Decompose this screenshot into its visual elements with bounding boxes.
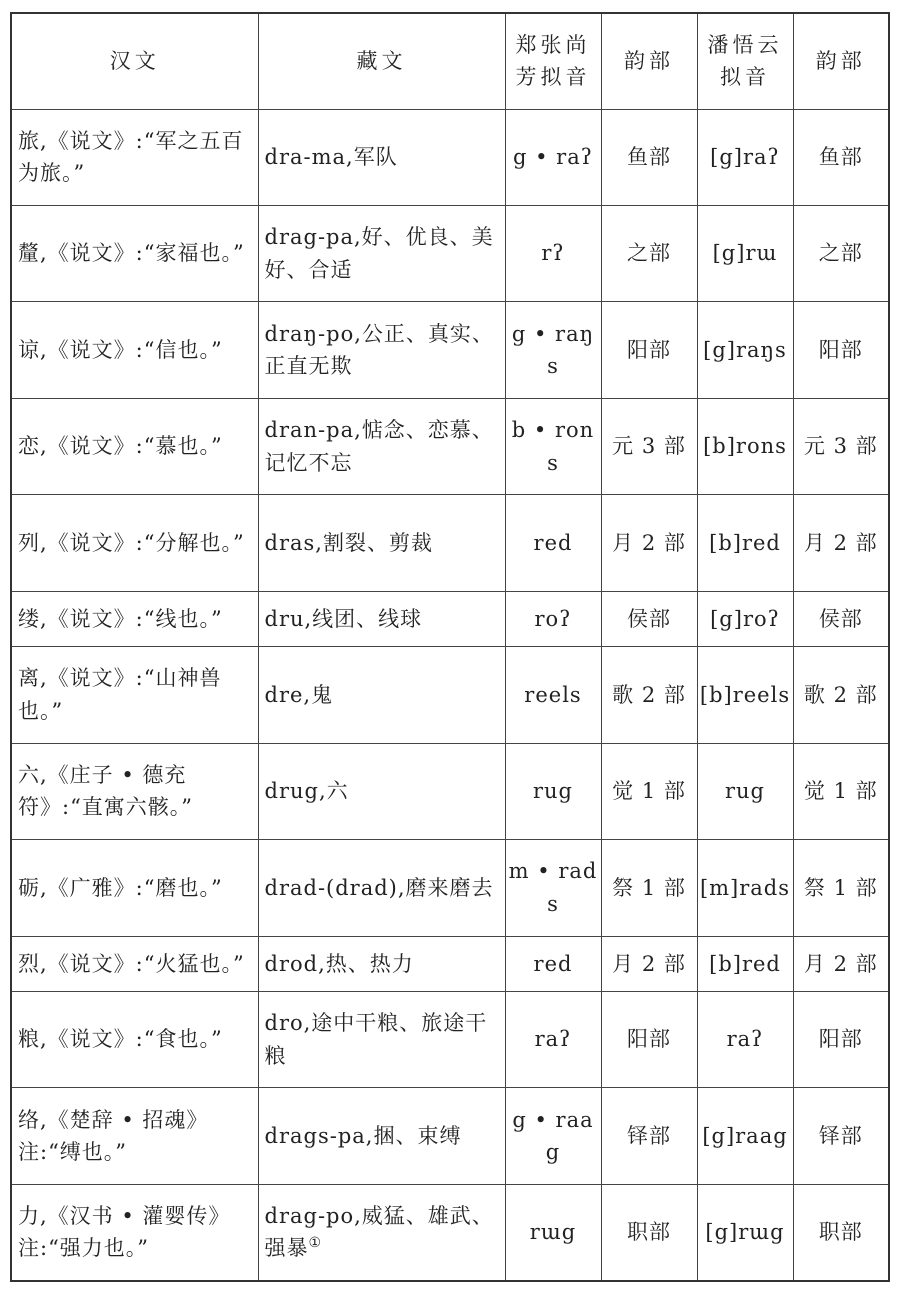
header-zheng-reconstruction: 郑张尚芳拟音 — [505, 13, 601, 109]
cell-zheng-reconstruction — [505, 398, 601, 494]
cell-rhyme-group-1 — [601, 398, 697, 494]
cell-rhyme-group-1-text: 觉 1 部 — [612, 779, 686, 804]
cell-han — [11, 936, 258, 991]
cell-zheng-reconstruction-text: m • rads — [508, 859, 598, 916]
cell-zang-text: dro,途中干粮、旅途干粮 — [264, 1011, 488, 1068]
cell-rhyme-group-1-text: 歌 2 部 — [612, 682, 686, 707]
cell-rhyme-group-1-text: 元 3 部 — [612, 434, 686, 459]
cell-rhyme-group-1-text: 铎部 — [627, 1123, 671, 1148]
cell-rhyme-group-1-text: 之部 — [627, 241, 671, 266]
cell-pan-reconstruction — [697, 1184, 793, 1281]
cell-zang-text: drod,热、热力 — [264, 951, 414, 976]
cell-rhyme-group-1 — [601, 205, 697, 301]
cell-pan-reconstruction-text: [b]rons — [703, 434, 787, 459]
cell-rhyme-group-1 — [601, 1184, 697, 1281]
cell-zheng-reconstruction — [505, 302, 601, 398]
cell-han-text: 缕,《说文》:“线也。” — [18, 606, 223, 631]
cell-rhyme-group-1-text: 祭 1 部 — [612, 875, 686, 900]
cell-zang — [258, 647, 505, 743]
cell-rhyme-group-2-text: 铎部 — [818, 1123, 863, 1148]
cell-zang — [258, 109, 505, 205]
table-header-row — [11, 13, 889, 109]
header-rhyme-group-1: 韵部 — [601, 13, 697, 109]
cell-rhyme-group-2 — [793, 109, 889, 205]
cell-zheng-reconstruction-text: g • raŋs — [511, 321, 595, 379]
cell-pan-reconstruction-text: [b]red — [709, 530, 781, 555]
cell-zheng-reconstruction — [505, 936, 601, 991]
cell-rhyme-group-1-text: 阳部 — [627, 337, 671, 362]
cell-rhyme-group-2 — [793, 591, 889, 646]
cell-pan-reconstruction-text: [g]roʔ — [710, 606, 780, 631]
table-row — [11, 205, 889, 301]
cell-zang-text: dre,鬼 — [264, 682, 334, 707]
cell-rhyme-group-2-text: 月 2 部 — [803, 951, 878, 976]
cell-pan-reconstruction-text: [m]rads — [699, 875, 791, 900]
cell-han — [11, 109, 258, 205]
cell-han — [11, 495, 258, 591]
cell-zheng-reconstruction — [505, 1184, 601, 1281]
cell-rhyme-group-2-text: 元 3 部 — [803, 434, 878, 459]
cell-han-text: 恋,《说文》:“慕也。” — [18, 434, 223, 459]
table-row — [11, 495, 889, 591]
cell-rhyme-group-2 — [793, 647, 889, 743]
cell-zang-text: drag-po,威猛、雄武、强暴 — [264, 1203, 494, 1261]
cell-rhyme-group-1 — [601, 991, 697, 1087]
cell-rhyme-group-1 — [601, 647, 697, 743]
cell-pan-reconstruction-text: raʔ — [726, 1027, 764, 1052]
cell-zang-text: drag-pa,好、优良、美好、合适 — [264, 225, 494, 282]
cell-pan-reconstruction — [697, 591, 793, 646]
cell-han — [11, 743, 258, 839]
cell-zheng-reconstruction-text: g • raʔ — [513, 144, 593, 169]
cell-rhyme-group-2-text: 侯部 — [818, 606, 863, 631]
cell-rhyme-group-1 — [601, 591, 697, 646]
cell-zang — [258, 495, 505, 591]
cell-rhyme-group-1-text: 月 2 部 — [612, 951, 686, 976]
cell-zang-text: dru,线团、线球 — [264, 606, 423, 631]
cell-rhyme-group-2-text: 月 2 部 — [803, 530, 878, 555]
footnote-marker: ① — [308, 1235, 323, 1252]
cell-rhyme-group-2-text: 阳部 — [818, 337, 863, 362]
cell-han-text: 粮,《说文》:“食也。” — [18, 1027, 223, 1052]
cell-zheng-reconstruction — [505, 743, 601, 839]
cell-zheng-reconstruction-text: red — [533, 951, 573, 976]
table-row — [11, 991, 889, 1087]
cell-zheng-reconstruction-text: reels — [524, 682, 582, 707]
han-tibetan-comparison-table — [10, 12, 890, 1282]
cell-rhyme-group-2 — [793, 302, 889, 398]
cell-zang — [258, 1088, 505, 1184]
cell-han-text: 烈,《说文》:“火猛也。” — [18, 951, 245, 976]
cell-pan-reconstruction-text: [g]rɯg — [705, 1220, 785, 1245]
cell-zang — [258, 840, 505, 936]
cell-pan-reconstruction — [697, 743, 793, 839]
comparison-table-container — [10, 12, 888, 1282]
cell-pan-reconstruction-text: [b]red — [709, 951, 781, 976]
table-row — [11, 398, 889, 494]
cell-rhyme-group-2 — [793, 936, 889, 991]
cell-rhyme-group-2 — [793, 205, 889, 301]
cell-zheng-reconstruction — [505, 109, 601, 205]
cell-pan-reconstruction — [697, 495, 793, 591]
cell-zheng-reconstruction — [505, 647, 601, 743]
cell-zang — [258, 398, 505, 494]
cell-han — [11, 1184, 258, 1281]
cell-pan-reconstruction-text: [g]raag — [702, 1123, 788, 1148]
table-row — [11, 936, 889, 991]
cell-rhyme-group-1 — [601, 1088, 697, 1184]
table-row — [11, 743, 889, 839]
table-row — [11, 302, 889, 398]
cell-pan-reconstruction — [697, 647, 793, 743]
cell-pan-reconstruction — [697, 109, 793, 205]
cell-zang — [258, 1184, 505, 1281]
cell-pan-reconstruction-text: rug — [724, 779, 765, 804]
table-row — [11, 591, 889, 646]
cell-rhyme-group-2-text: 职部 — [818, 1220, 863, 1245]
cell-zheng-reconstruction — [505, 1088, 601, 1184]
cell-han-text: 砺,《广雅》:“磨也。” — [18, 875, 223, 900]
cell-rhyme-group-2-text: 祭 1 部 — [803, 875, 878, 900]
cell-zang-text: drags-pa,捆、束缚 — [264, 1123, 462, 1148]
header-pan-reconstruction: 潘悟云拟音 — [697, 13, 793, 109]
cell-zheng-reconstruction — [505, 840, 601, 936]
cell-rhyme-group-1 — [601, 495, 697, 591]
cell-rhyme-group-2-text: 鱼部 — [818, 144, 863, 169]
table-row — [11, 647, 889, 743]
cell-pan-reconstruction-text: [g]rɯ — [712, 241, 778, 266]
table-body — [11, 109, 889, 1281]
cell-pan-reconstruction-text: [g]raʔ — [710, 144, 780, 169]
cell-han-text: 釐,《说文》:“家福也。” — [18, 241, 245, 266]
cell-zheng-reconstruction — [505, 591, 601, 646]
cell-rhyme-group-2 — [793, 1184, 889, 1281]
cell-zang-text: dra-ma,军队 — [264, 144, 398, 169]
cell-zang — [258, 205, 505, 301]
cell-han — [11, 302, 258, 398]
cell-han-text: 络,《楚辞 • 招魂》注:“缚也。” — [18, 1107, 209, 1165]
cell-zang — [258, 743, 505, 839]
header-zang: 藏文 — [258, 13, 505, 109]
cell-rhyme-group-2-text: 歌 2 部 — [803, 682, 878, 707]
cell-zang — [258, 302, 505, 398]
cell-han — [11, 398, 258, 494]
cell-zheng-reconstruction-text: rug — [532, 779, 573, 804]
cell-han — [11, 591, 258, 646]
cell-han-text: 旅,《说文》:“军之五百为旅。” — [18, 128, 244, 186]
cell-rhyme-group-1 — [601, 109, 697, 205]
cell-han-text: 六,《庄子 • 德充符》:“直寓六骸。” — [18, 762, 194, 820]
cell-pan-reconstruction — [697, 840, 793, 936]
cell-pan-reconstruction — [697, 302, 793, 398]
cell-zheng-reconstruction — [505, 205, 601, 301]
cell-zheng-reconstruction — [505, 495, 601, 591]
table-row — [11, 1088, 889, 1184]
table-row — [11, 109, 889, 205]
header-rhyme-group-2: 韵部 — [793, 13, 889, 109]
cell-rhyme-group-1 — [601, 840, 697, 936]
cell-pan-reconstruction-text: [b]reels — [699, 682, 791, 707]
cell-han-text: 离,《说文》:“山神兽也。” — [18, 666, 222, 723]
cell-zheng-reconstruction-text: b • rons — [511, 418, 595, 475]
cell-rhyme-group-2 — [793, 840, 889, 936]
cell-rhyme-group-1-text: 月 2 部 — [612, 530, 686, 555]
cell-pan-reconstruction-text: [g]raŋs — [703, 337, 787, 362]
header-han: 汉文 — [11, 13, 258, 109]
cell-rhyme-group-2 — [793, 743, 889, 839]
cell-han-text: 谅,《说文》:“信也。” — [18, 337, 223, 362]
cell-rhyme-group-1-text: 职部 — [627, 1220, 671, 1245]
cell-rhyme-group-2-text: 阳部 — [818, 1027, 863, 1052]
cell-han — [11, 991, 258, 1087]
cell-zang-text: draŋ-po,公正、真实、正直无欺 — [264, 321, 494, 379]
cell-rhyme-group-1-text: 阳部 — [627, 1027, 671, 1052]
cell-zang-text: dran-pa,惦念、恋慕、记忆不忘 — [264, 418, 494, 475]
cell-rhyme-group-1 — [601, 743, 697, 839]
cell-han — [11, 1088, 258, 1184]
cell-zang — [258, 591, 505, 646]
cell-zheng-reconstruction-text: g • raag — [512, 1107, 594, 1165]
cell-han-text: 列,《说文》:“分解也。” — [18, 530, 245, 555]
cell-zheng-reconstruction-text: red — [533, 530, 573, 555]
cell-zheng-reconstruction-text: raʔ — [534, 1027, 572, 1052]
cell-rhyme-group-2-text: 觉 1 部 — [803, 779, 878, 804]
cell-han — [11, 205, 258, 301]
cell-zheng-reconstruction-text: roʔ — [534, 606, 572, 631]
cell-pan-reconstruction — [697, 205, 793, 301]
cell-han-text: 力,《汉书 • 灌婴传》注:“强力也。” — [18, 1203, 231, 1261]
cell-rhyme-group-2 — [793, 991, 889, 1087]
cell-rhyme-group-2 — [793, 398, 889, 494]
cell-han — [11, 647, 258, 743]
cell-zang — [258, 936, 505, 991]
cell-pan-reconstruction — [697, 1088, 793, 1184]
cell-zang-text: dras,割裂、剪裁 — [264, 530, 433, 555]
cell-zang — [258, 991, 505, 1087]
cell-rhyme-group-1 — [601, 936, 697, 991]
cell-rhyme-group-2-text: 之部 — [818, 241, 863, 266]
cell-rhyme-group-2 — [793, 495, 889, 591]
cell-han — [11, 840, 258, 936]
cell-zheng-reconstruction-text: rɯg — [529, 1220, 577, 1245]
table-row — [11, 1184, 889, 1281]
cell-zang-text: drug,六 — [264, 779, 349, 804]
cell-zheng-reconstruction-text: rʔ — [541, 241, 565, 266]
cell-zang-text: drad-(drad),磨来磨去 — [264, 875, 494, 900]
cell-pan-reconstruction — [697, 936, 793, 991]
cell-pan-reconstruction — [697, 398, 793, 494]
cell-pan-reconstruction — [697, 991, 793, 1087]
cell-rhyme-group-1 — [601, 302, 697, 398]
cell-rhyme-group-2 — [793, 1088, 889, 1184]
table-row — [11, 840, 889, 936]
cell-rhyme-group-1-text: 侯部 — [627, 606, 671, 631]
cell-zheng-reconstruction — [505, 991, 601, 1087]
cell-rhyme-group-1-text: 鱼部 — [627, 144, 671, 169]
